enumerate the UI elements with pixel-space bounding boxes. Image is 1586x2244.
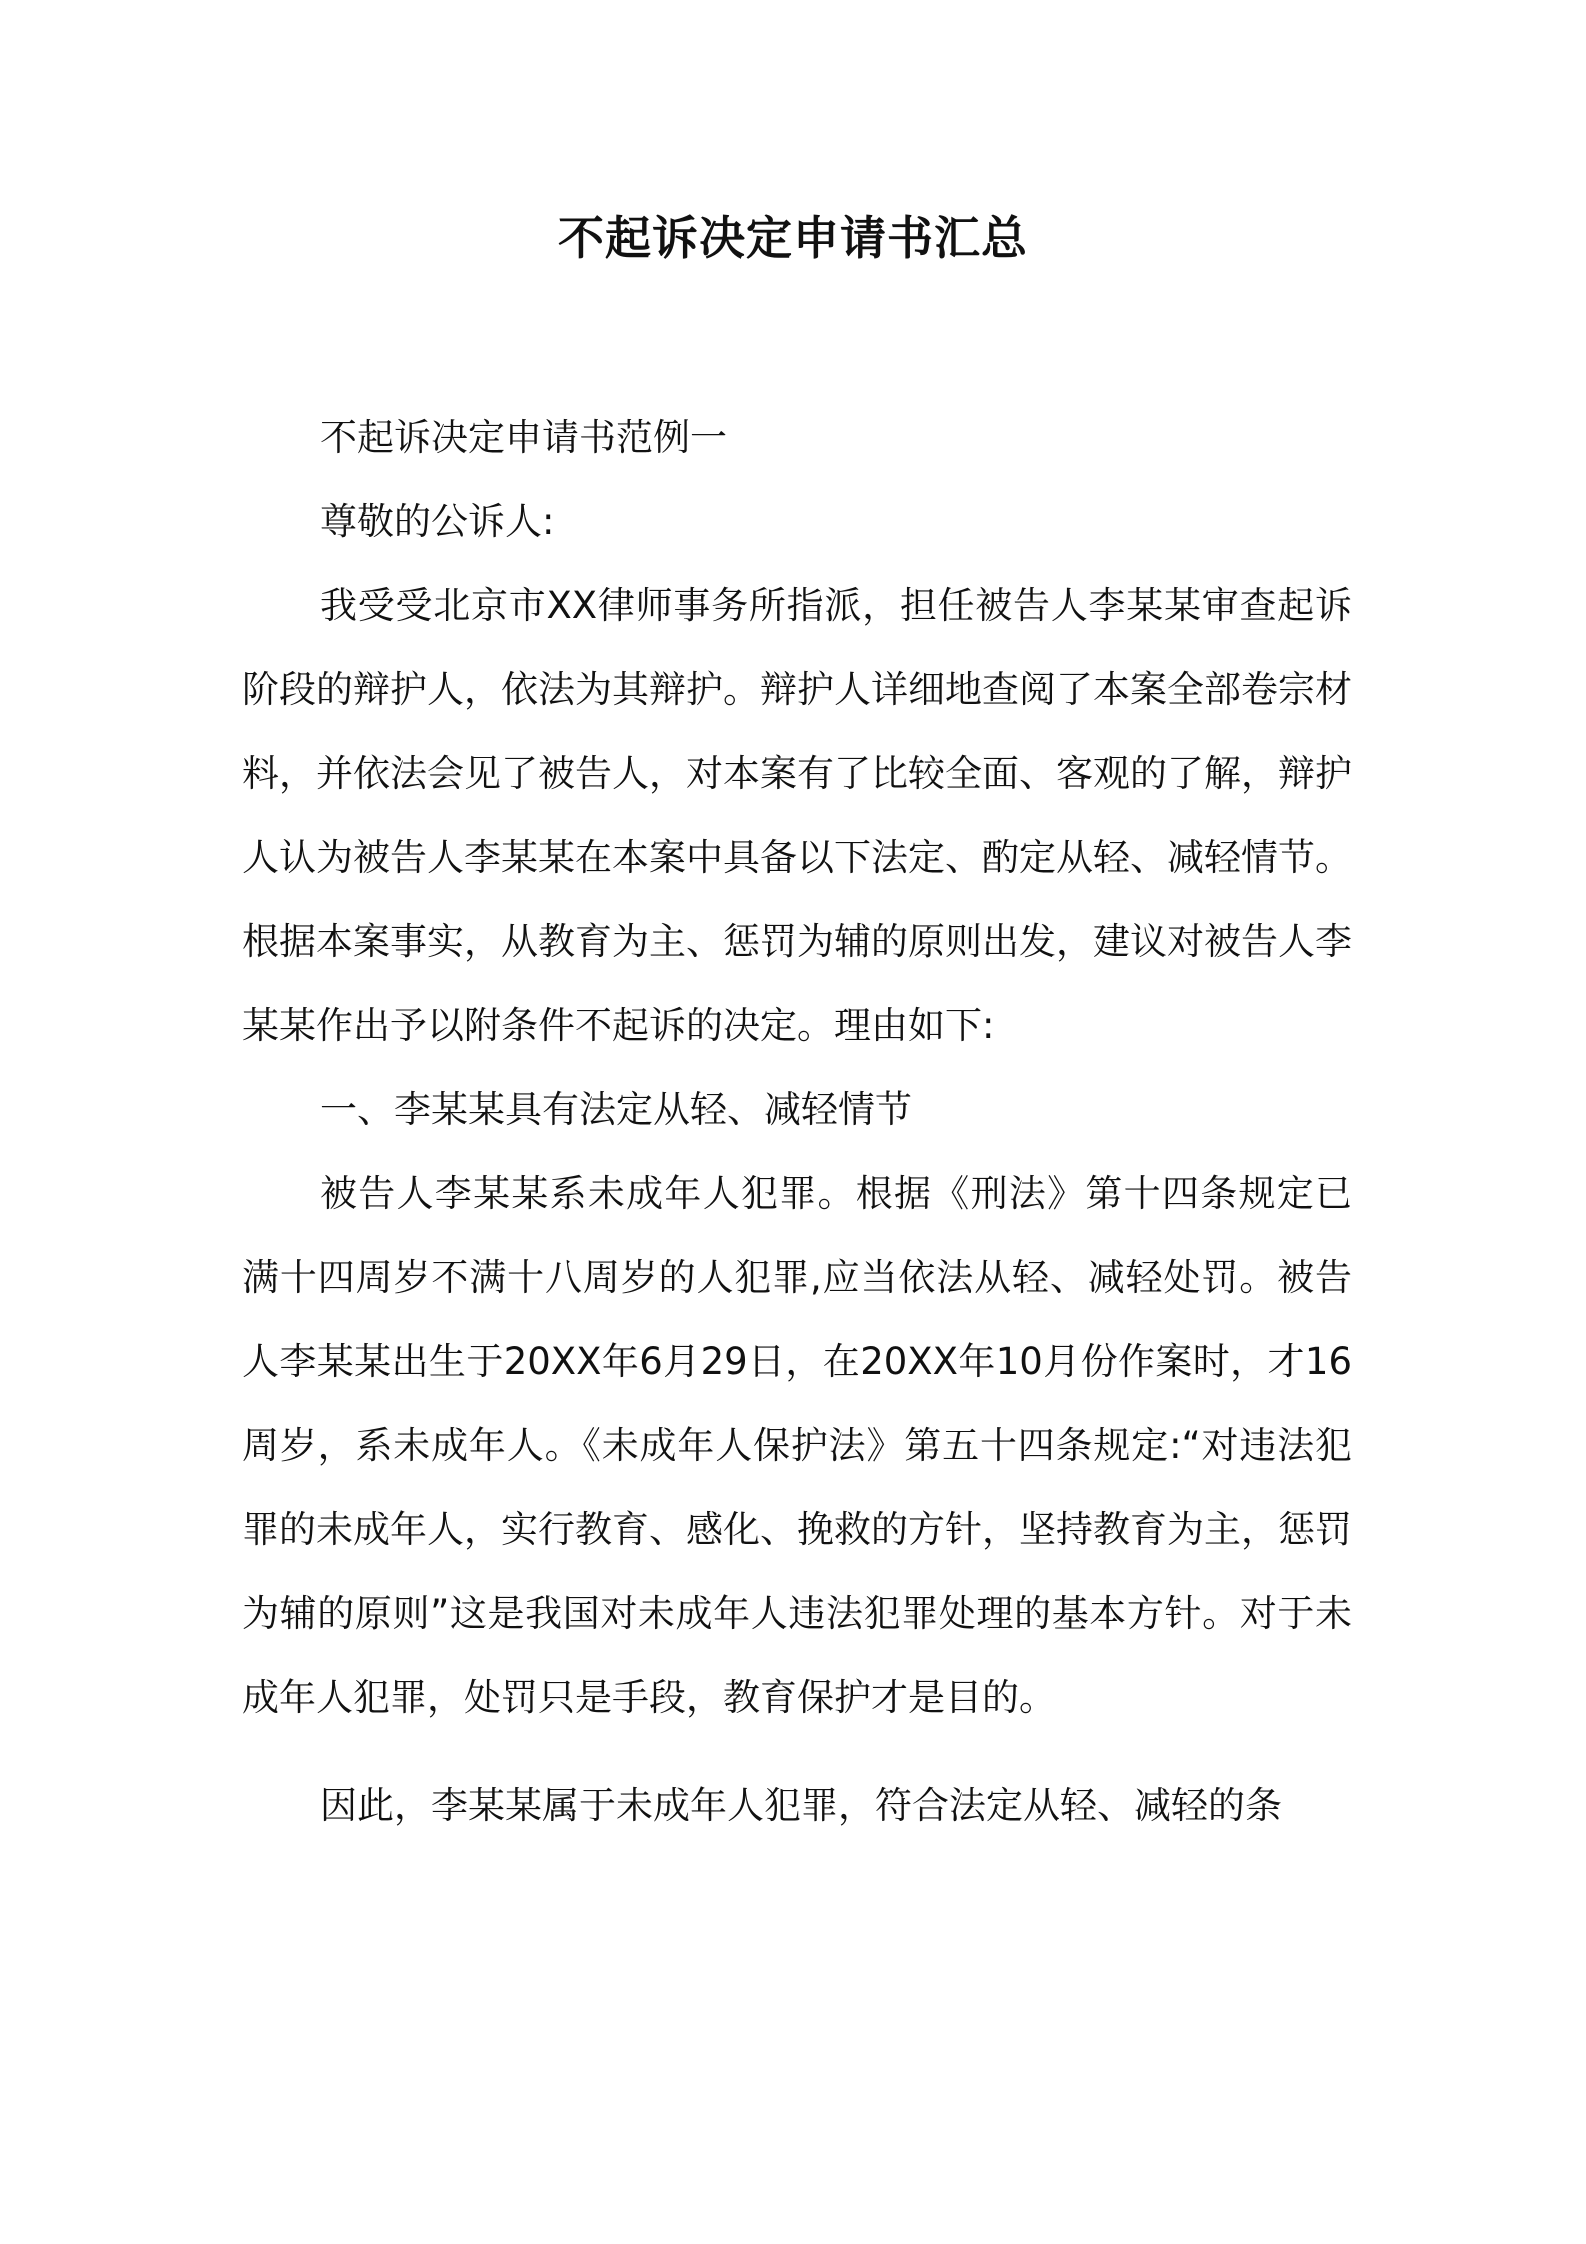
- salutation: 尊敬的公诉人:: [320, 500, 555, 543]
- section-heading-example-one: 不起诉决定申请书范例一: [320, 416, 727, 459]
- document-title: 不起诉决定申请书汇总: [558, 211, 1028, 265]
- body-paragraph-conclusion: 因此，李某某属于未成年人犯罪，符合法定从轻、减轻的条: [320, 1784, 1282, 1827]
- body-paragraph-intro: 我受受北京市XX律师事务所指派，担任被告人李某某审查起诉阶段的辩护人，依法为其辩护。辩护人详细地查阅了本案全部卷宗材料，并依法会见了被告人，对本案有了比较全面、客观的了解，辩护人认为被告人李某某在本案中具备以下法定、酌定从轻、减轻情节。根据本案事实，从教育为主、惩罚为辅的原则出发，建议对被告人李某某作出予以附条件不起诉的决定。理由如下:: [242, 584, 1352, 1047]
- document-body: [242, 396, 1352, 1848]
- body-paragraph-minor-offense: 被告人李某某系未成年人犯罪。根据《刑法》第十四条规定已满十四周岁不满十八周岁的人犯罪,应当依法从轻、减轻处罚。被告人李某某出生于20XX年6月29日，在20XX年10月份作案时，才16周岁，系未成年人。《未成年人保护法》第五十四条规定:“对违法犯罪的未成年人，实行教育、感化、挽救的方针，坚持教育为主，惩罚为辅的原则”这是我国对未成年人违法犯罪处理的基本方针。对于未成年人犯罪，处罚只是手段，教育保护才是目的。: [242, 1172, 1352, 1719]
- section-heading-one: 一、李某某具有法定从轻、减轻情节: [320, 1088, 912, 1131]
